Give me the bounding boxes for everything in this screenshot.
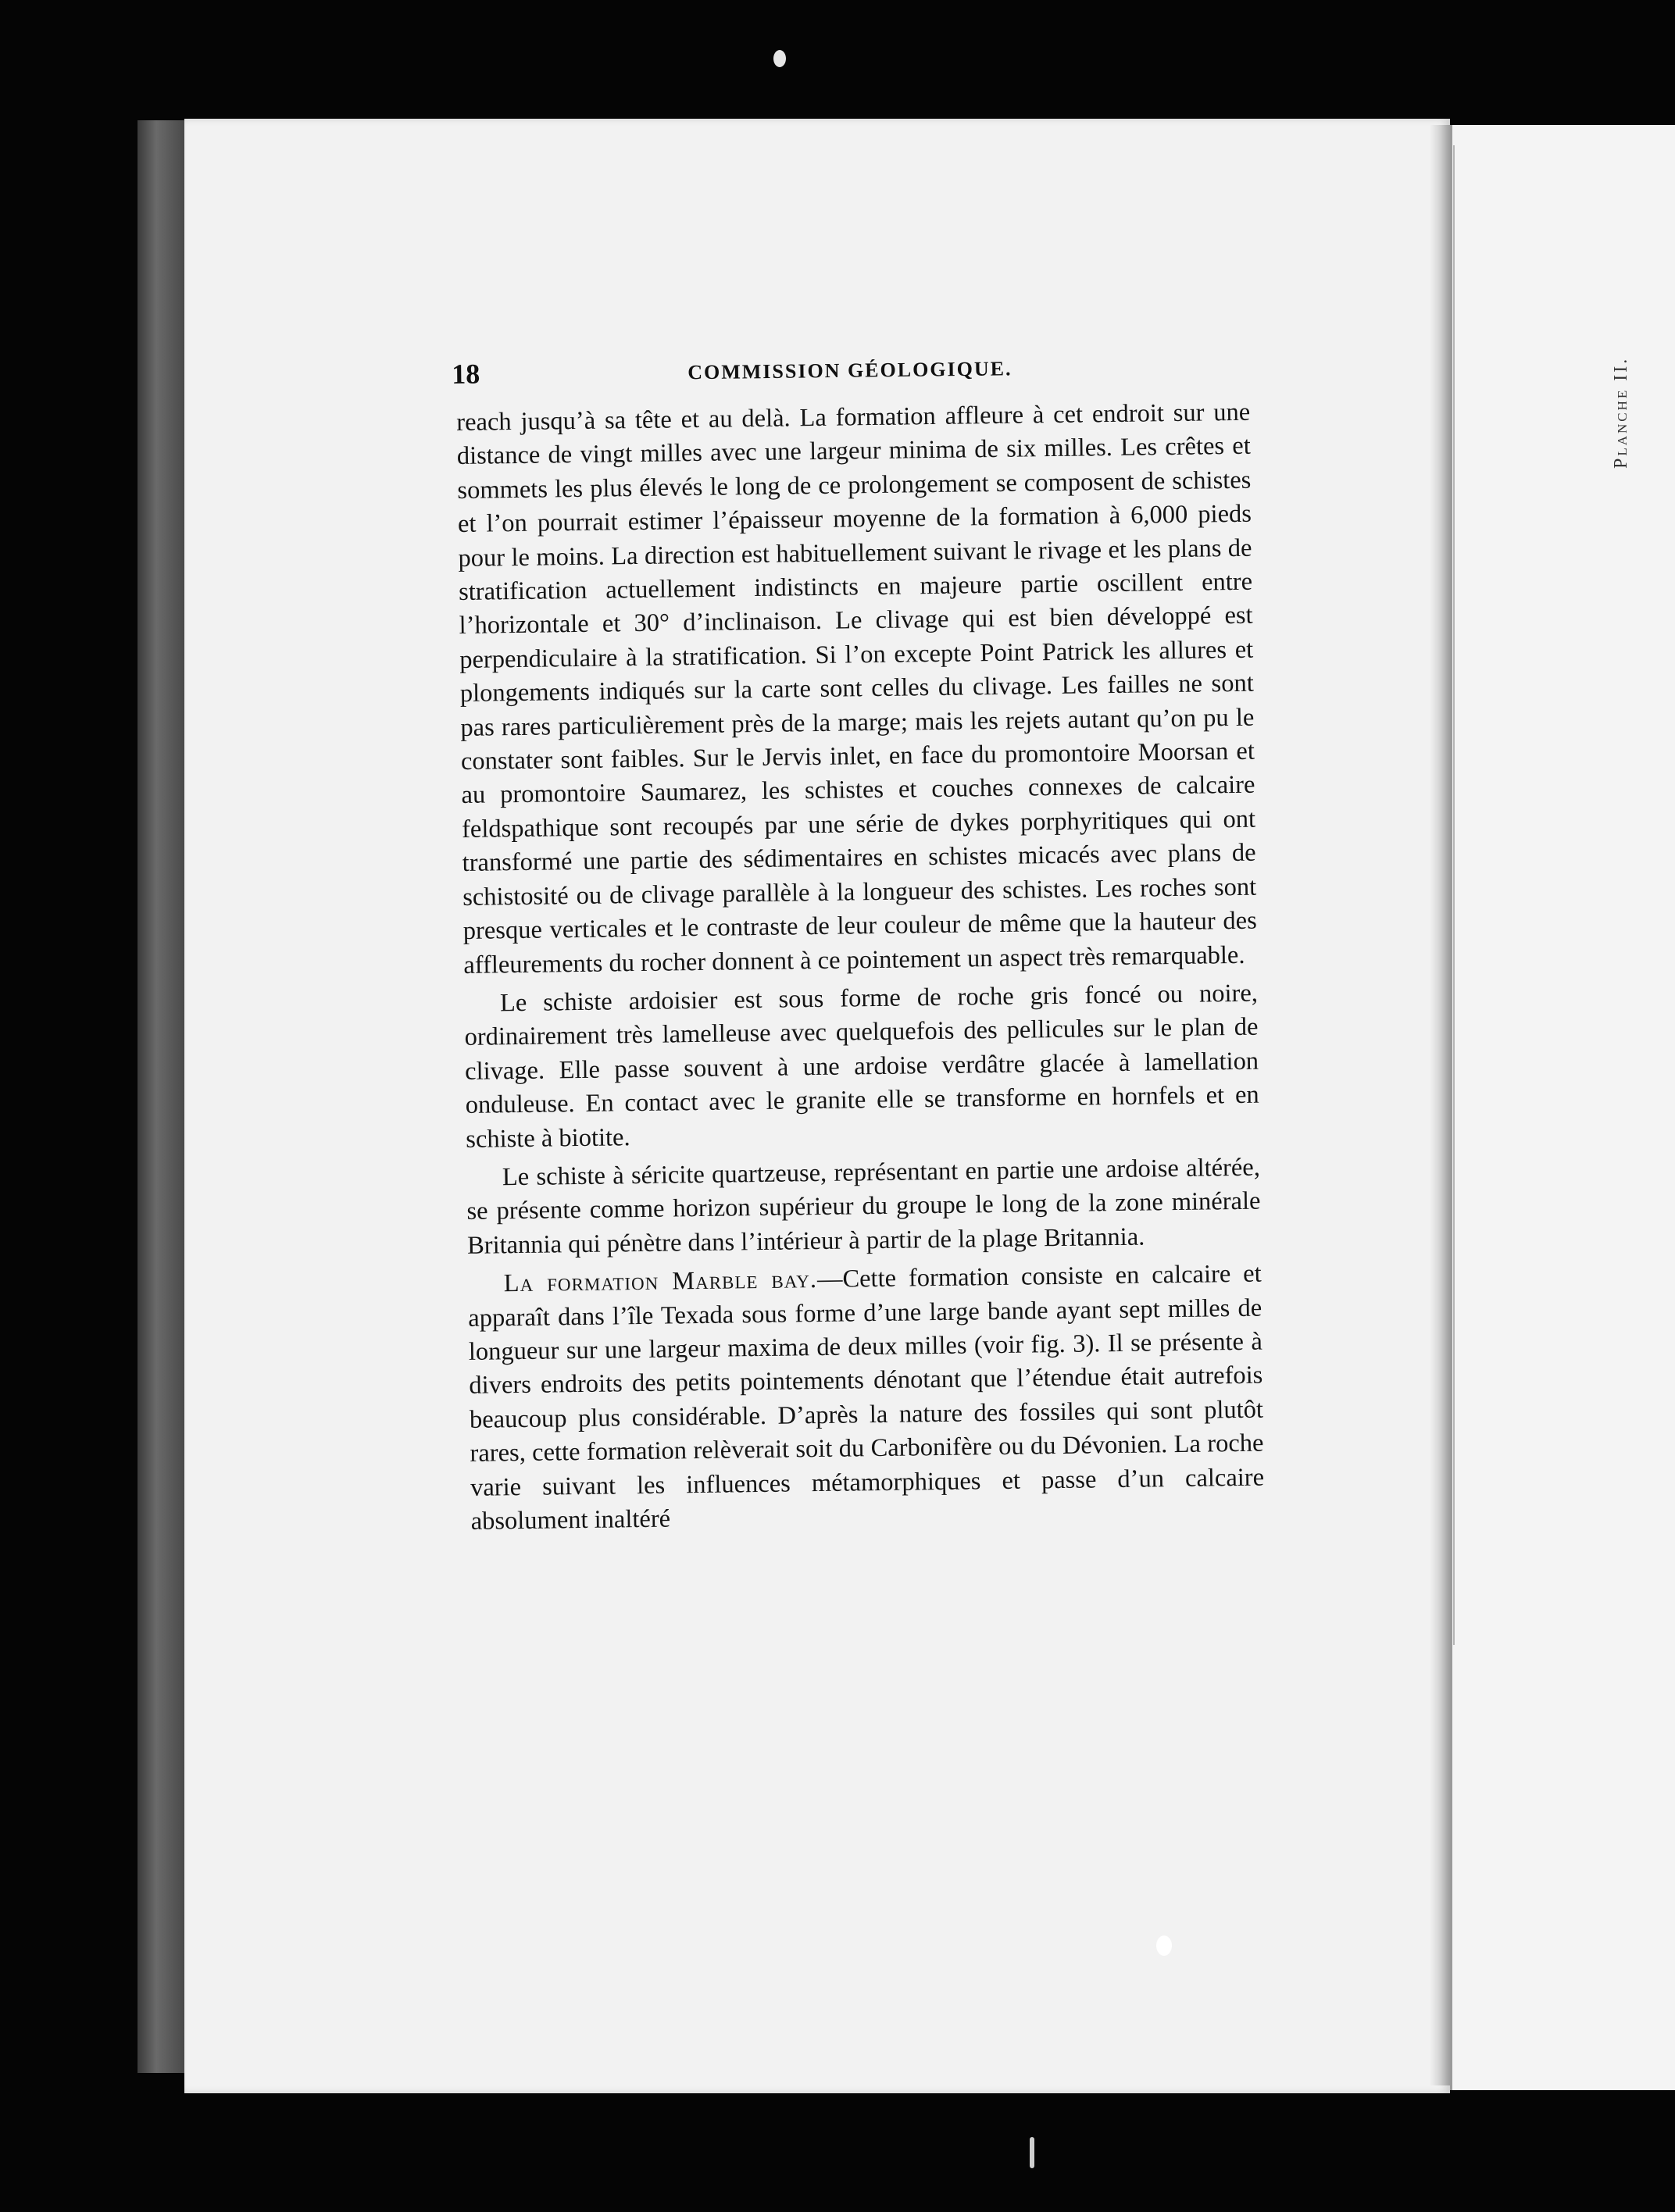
section-heading-marble-bay: La formation Marble bay. xyxy=(503,1265,818,1298)
body-text xyxy=(456,396,1265,1539)
plate-border xyxy=(1453,145,1675,1645)
scan-speck xyxy=(1030,2137,1034,2168)
paragraph-continuation: reach jusqu’à sa tête et au delà. La formation affleure à cet endroit sur une distance de vingt milles avec une largeur minima de six milles. Les crêtes et sommets les plus élevés le long de ce prolongement se composent de schistes et l’on pourrait estimer l’épaisseur moyenne de la formation à 6,000 pieds pour le moins. La direction est habituellement suivant le rivage et les plans de stratification actuellement indistincts en majeure partie oscillent entre l’horizontale et 30° d’inclinaison. Le clivage qui est bien développé est perpendiculaire à la stratification. Si l’on excepte Point Patrick les allures et plongements indiqués sur la carte sont celles du clivage. Les failles ne sont pas rares particulièrement près de la marge; mais les rejets autant qu’on pu le constater sont faibles. Sur le Jervis inlet, en face du promontoire Moorsan et au promontoire Saumarez, les schistes et couches connexes de calcaire feldspathique sont recoupés par une série de dykes porphyritiques qui ont transformé une partie des sédimentaires en schistes micacés avec plans de schistosité ou de clivage parallèle à la longueur des schistes. Les roches sont presque verticales et le contraste de leur couleur de même que la hauteur des affleurements du rocher donnent à ce pointement un aspect très remarquable. xyxy=(456,398,1257,979)
paragraph-marble-bay xyxy=(467,1258,1264,1539)
paragraph-marble-bay-body: —Cette formation consiste en calcaire et apparaît dans l’île Texada sous forme d’une large bande ayant sept milles de longueur sur une largeur maxima de deux milles (voir fig. 3). Il se présente à divers endroits des petits pointements dénotant que l’étendue était autrefois beaucoup plus considérable. D’après la nature des fossiles qui sont plutôt rares, cette formation relèverait soit du Carbonifère ou du Dévonien. La roche varie suivant les influences métamorphiques et passe d’un calcaire absolument inaltéré xyxy=(468,1259,1265,1536)
book-spine-edge xyxy=(138,120,184,2073)
scan-speck xyxy=(1156,1936,1172,1956)
running-title: COMMISSION GÉOLOGIQUE. xyxy=(688,357,1012,384)
paragraph-schiste-ardoisier: Le schiste ardoisier est sous forme de roche gris foncé ou noire, ordinairement très lamelleuse avec quelquefois des pellicules sur le plan de clivage. Elle passe souvent à une ardoise verdâtre glacée à lamellation onduleuse. En contact avec le granite elle se transforme en hornfels et en schiste à biotite. xyxy=(464,979,1259,1154)
gutter-shadow xyxy=(1430,125,1450,2085)
scan-speck xyxy=(773,50,786,67)
page-number: 18 xyxy=(452,358,480,390)
paragraph-schiste-sericite: Le schiste à séricite quartzeuse, représentant en partie une ardoise altérée, se présente comme horizon supérieur du groupe le long de la zone minérale Britannia qui pénètre dans l’intérieur à partir de la plage Britannia. xyxy=(466,1153,1261,1260)
plate-label: Planche II. xyxy=(1611,356,1631,469)
